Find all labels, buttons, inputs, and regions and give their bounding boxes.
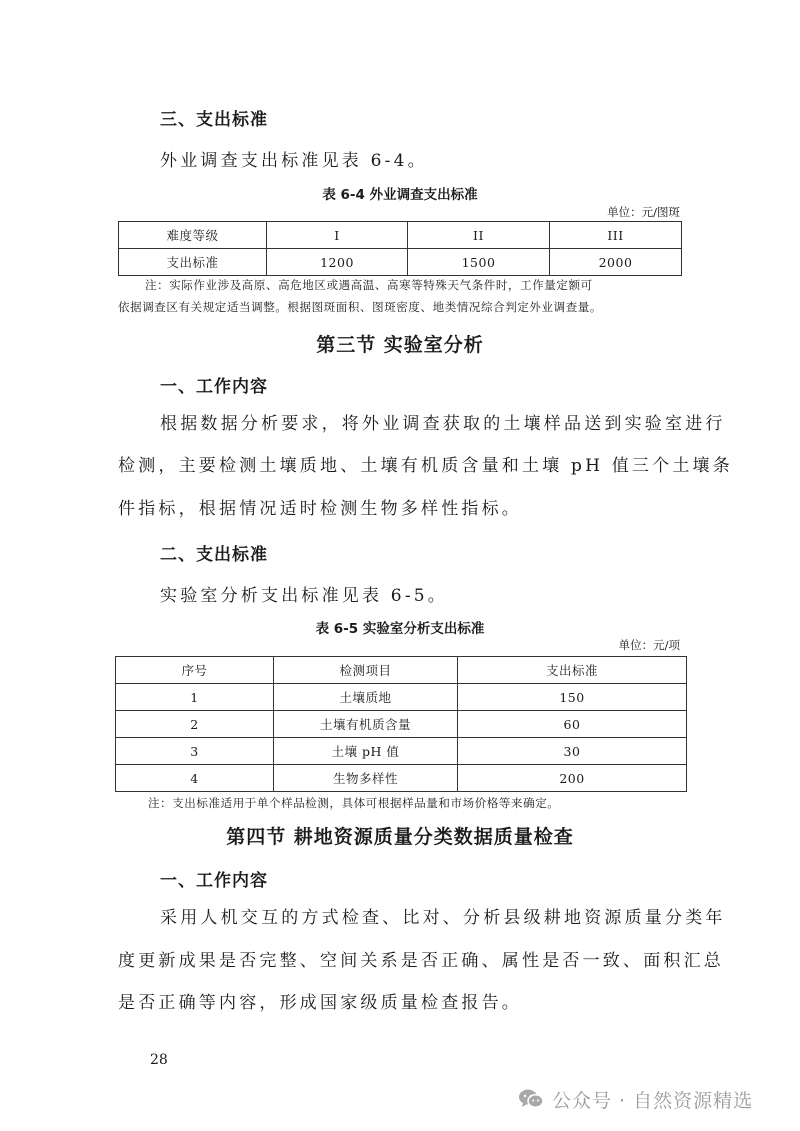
wechat-icon — [518, 1088, 544, 1110]
table-cell: I — [267, 222, 408, 249]
table-cell: 150 — [458, 684, 687, 711]
section-heading-expense-standard: 三、支出标准 — [160, 110, 268, 130]
table-cell: 4 — [116, 765, 274, 792]
paragraph-table-reference: 外业调查支出标准见表 6-4。 — [160, 151, 428, 171]
table-cell: 生物多样性 — [274, 765, 458, 792]
table-cell: 30 — [458, 738, 687, 765]
page-number: 28 — [150, 1052, 168, 1068]
table-cell: 200 — [458, 765, 687, 792]
table-6-4-caption: 表 6-4 外业调查支出标准 — [322, 187, 478, 203]
watermark-text: 公众号 · 自然资源精选 — [552, 1089, 754, 1112]
table-cell: III — [550, 222, 682, 249]
table-cell: 2 — [116, 711, 274, 738]
watermark — [518, 1084, 780, 1114]
paragraph-table-reference: 实验室分析支出标准见表 6-5。 — [160, 586, 448, 606]
table-row — [119, 249, 682, 276]
table-6-5-note: 注：支出标准适用于单个样品检测，具体可根据样品量和市场价格等来确定。 — [148, 796, 560, 810]
table-row — [116, 765, 687, 792]
table-6-5-unit: 单位：元/项 — [618, 638, 680, 652]
table-6-5-caption: 表 6-5 实验室分析支出标准 — [315, 621, 485, 637]
table-cell: 土壤有机质含量 — [274, 711, 458, 738]
table-6-4-unit: 单位：元/图斑 — [607, 205, 680, 219]
table-cell: 检测项目 — [274, 657, 458, 684]
table-row — [119, 222, 682, 249]
table-cell: 序号 — [116, 657, 274, 684]
table-6-5 — [115, 656, 687, 792]
table-cell: 1500 — [408, 249, 550, 276]
table-cell: 2000 — [550, 249, 682, 276]
paragraph-line: 度更新成果是否完整、空间关系是否正确、属性是否一致、面积汇总 — [118, 951, 724, 971]
paragraph-line: 检测，主要检测土壤质地、土壤有机质含量和土壤 pH 值三个土壤条 — [118, 456, 733, 476]
table-6-4-note-line2: 依据调查区有关规定适当调整。根据图斑面积、图斑密度、地类情况综合判定外业调查量。 — [118, 300, 602, 314]
table-cell: 1 — [116, 684, 274, 711]
table-6-4-note-line1: 注：实际作业涉及高原、高危地区或遇高温、高寒等特殊天气条件时，工作量定额可 — [145, 278, 593, 292]
section-title-quality-check: 第四节 耕地资源质量分类数据质量检查 — [226, 826, 574, 848]
paragraph-line: 是否正确等内容，形成国家级质量检查报告。 — [118, 993, 522, 1013]
paragraph-line: 采用人机交互的方式检查、比对、分析县级耕地资源质量分类年 — [160, 908, 726, 928]
table-cell: 3 — [116, 738, 274, 765]
table-cell: 土壤 pH 值 — [274, 738, 458, 765]
table-cell: 60 — [458, 711, 687, 738]
table-cell: 1200 — [267, 249, 408, 276]
table-cell: 支出标准 — [119, 249, 267, 276]
table-cell: 土壤质地 — [274, 684, 458, 711]
table-cell: 难度等级 — [119, 222, 267, 249]
table-cell: 支出标准 — [458, 657, 687, 684]
table-row — [116, 684, 687, 711]
table-row — [116, 711, 687, 738]
subsection-heading-work-content: 一、工作内容 — [160, 377, 268, 397]
paragraph-line: 根据数据分析要求，将外业调查获取的土壤样品送到实验室进行 — [160, 414, 726, 434]
section-title-lab-analysis: 第三节 实验室分析 — [316, 334, 484, 356]
table-row — [116, 738, 687, 765]
table-row — [116, 657, 687, 684]
subsection-heading-expense-standard: 二、支出标准 — [160, 545, 268, 565]
subsection-heading-work-content: 一、工作内容 — [160, 871, 268, 891]
table-cell: II — [408, 222, 550, 249]
paragraph-line: 件指标，根据情况适时检测生物多样性指标。 — [118, 499, 522, 519]
table-6-4 — [118, 221, 682, 276]
